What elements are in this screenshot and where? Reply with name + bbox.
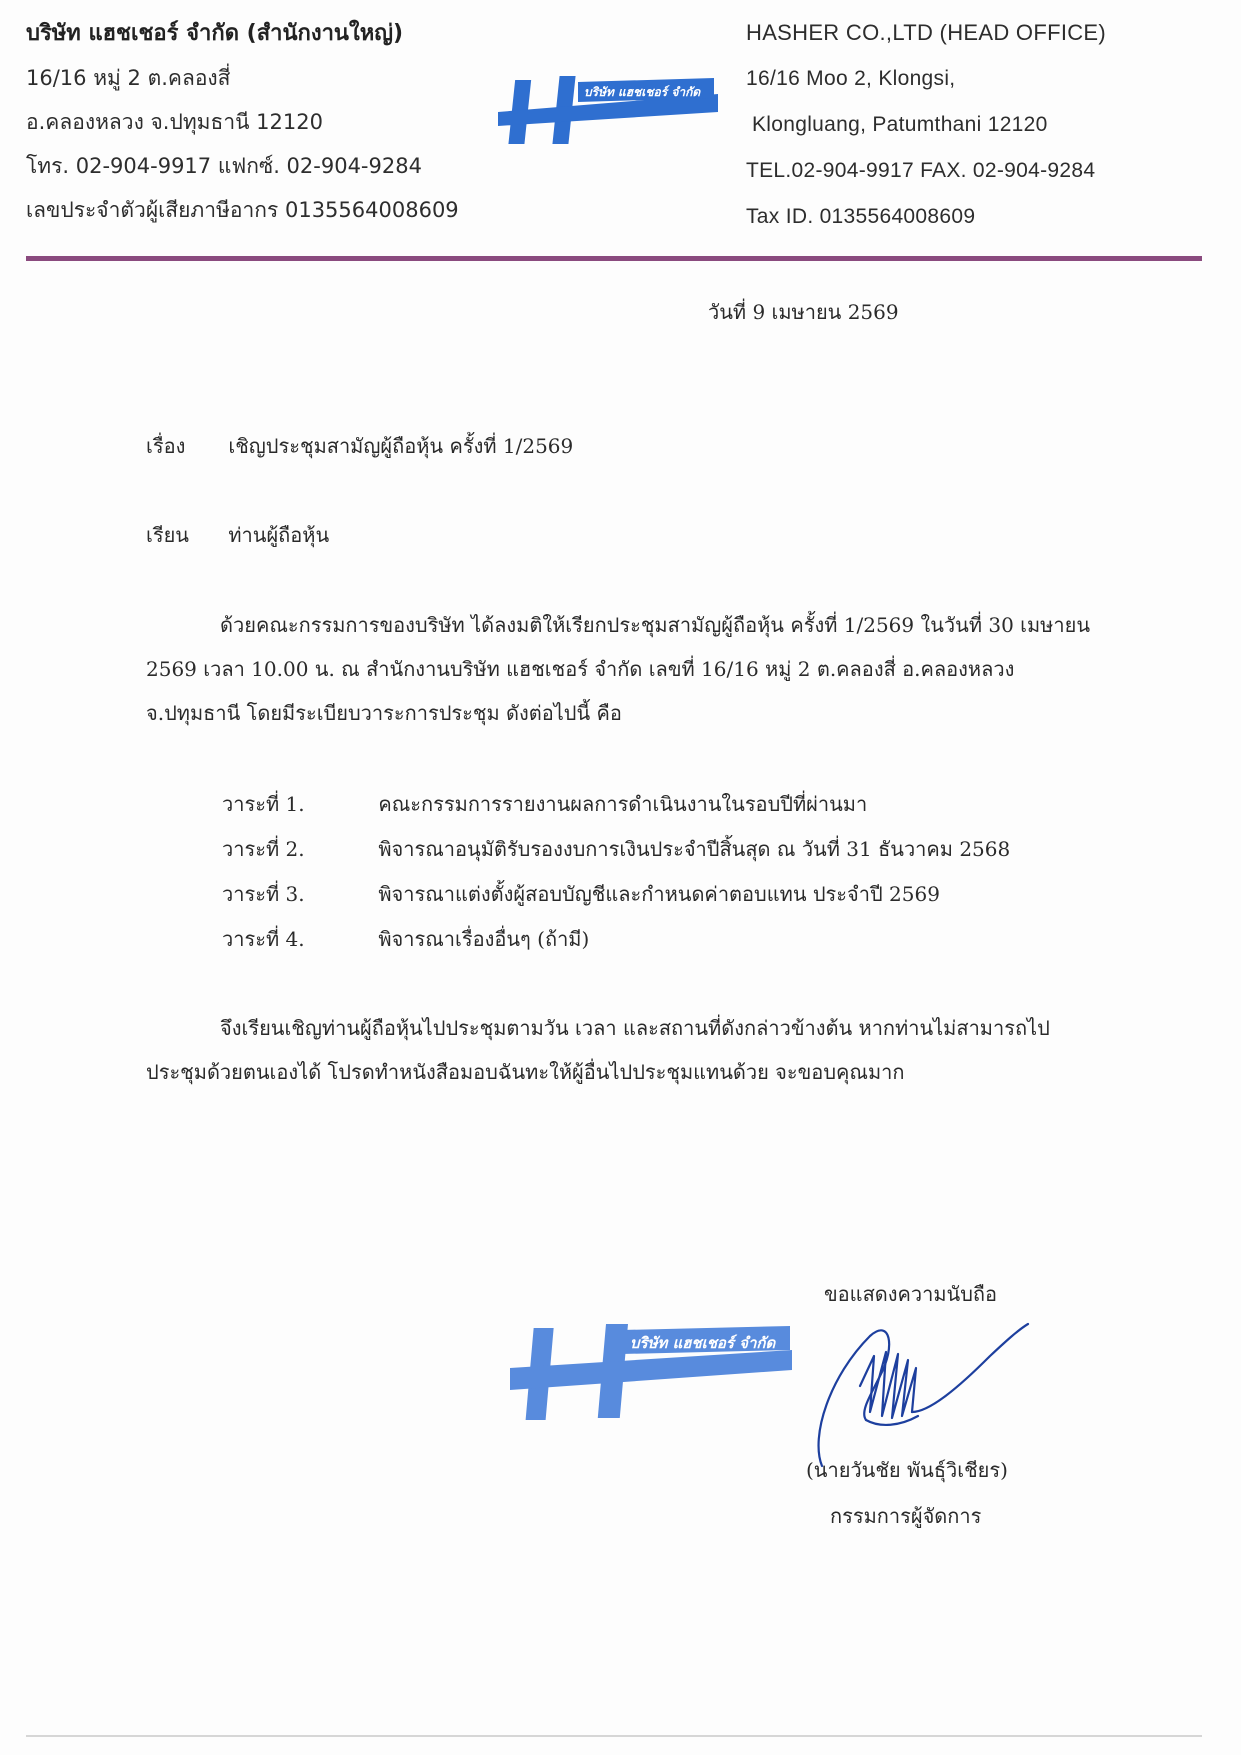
agenda-text: พิจารณาแต่งตั้งผู้สอบบัญชีและกำหนดค่าตอบแทน ประจำปี 2569 bbox=[378, 882, 940, 906]
recipient-row bbox=[146, 519, 329, 551]
agenda-number: วาระที่ 2. bbox=[222, 837, 305, 861]
company-stamp-text: บริษัท แฮชเชอร์ จำกัด bbox=[630, 1334, 776, 1352]
paragraph-line: ประชุมด้วยตนเองได้ โปรดทำหนังสือมอบฉันทะให้ผู้อื่นไปประชุมแทนด้วย จะขอบคุณมาก bbox=[146, 1060, 905, 1084]
invitation-paragraph bbox=[146, 1006, 1136, 1094]
company-name-thai: บริษัท แฮชเชอร์ จำกัด (สำนักงานใหญ่) bbox=[26, 21, 404, 46]
agenda-text: คณะกรรมการรายงานผลการดำเนินงานในรอบปีที่ผ่านมา bbox=[378, 792, 868, 816]
subject-label: เรื่อง bbox=[146, 434, 186, 458]
paragraph-line: 2569 เวลา 10.00 น. ณ สำนักงานบริษัท แฮชเชอร์ จำกัด เลขที่ 16/16 หมู่ 2 ต.คลองสี่ อ.คลองหลวง bbox=[146, 657, 1015, 681]
address-line-2-english: Klongluang, Patumthani 12120 bbox=[752, 113, 1048, 136]
handwritten-signature bbox=[800, 1316, 1032, 1476]
phone-fax-english: TEL.02-904-9917 FAX. 02-904-9284 bbox=[746, 159, 1096, 182]
letterhead-thai bbox=[26, 12, 496, 232]
address-line-2-thai: อ.คลองหลวง จ.ปทุมธานี 12120 bbox=[26, 110, 323, 134]
paragraph-line: จึงเรียนเชิญท่านผู้ถือหุ้นไปประชุมตามวัน เวลา และสถานที่ดังกล่าวข้างต้น หากท่านไม่สามารถไป bbox=[220, 1016, 1050, 1040]
agenda-number: วาระที่ 1. bbox=[222, 792, 305, 816]
agenda-number: วาระที่ 3. bbox=[222, 882, 305, 906]
letterhead-english bbox=[746, 10, 1206, 240]
phone-fax-thai: โทร. 02-904-9917 แฟกซ์. 02-904-9284 bbox=[26, 154, 422, 178]
signer-title: กรรมการผู้จัดการ bbox=[830, 1504, 982, 1528]
company-name-english: HASHER CO.,LTD (HEAD OFFICE) bbox=[746, 20, 1107, 45]
agenda-item bbox=[222, 917, 1010, 962]
meeting-notice-paragraph bbox=[146, 603, 1136, 735]
address-line-1-thai: 16/16 หมู่ 2 ต.คลองสี่ bbox=[26, 66, 231, 90]
letter-date: วันที่ 9 เมษายน 2569 bbox=[708, 300, 899, 324]
agenda-list bbox=[222, 782, 1010, 962]
agenda-item bbox=[222, 782, 1010, 827]
agenda-item bbox=[222, 827, 1010, 872]
tax-id-english: Tax ID. 0135564008609 bbox=[746, 205, 976, 228]
agenda-text: พิจารณาเรื่องอื่นๆ (ถ้ามี) bbox=[378, 927, 590, 951]
agenda-item bbox=[222, 872, 1010, 917]
company-logo bbox=[498, 72, 718, 148]
signer-name: (นายวันชัย พันธุ์วิเชียร) bbox=[806, 1458, 1008, 1482]
subject-text: เชิญประชุมสามัญผู้ถือหุ้น ครั้งที่ 1/2569 bbox=[228, 434, 574, 458]
subject-row bbox=[146, 430, 573, 462]
paragraph-line: จ.ปทุมธานี โดยมีระเบียบวาระการประชุม ดังต่อไปนี้ คือ bbox=[146, 701, 622, 725]
agenda-text: พิจารณาอนุมัติรับรองงบการเงินประจำปีสิ้นสุด ณ วันที่ 31 ธันวาคม 2568 bbox=[378, 837, 1011, 861]
company-stamp bbox=[510, 1324, 792, 1424]
paragraph-line: ด้วยคณะกรรมการของบริษัท ได้ลงมติให้เรียกประชุมสามัญผู้ถือหุ้น ครั้งที่ 1/2569 ในวันที่ 30 เมษายน bbox=[220, 613, 1090, 637]
company-logo-text: บริษัท แฮชเชอร์ จำกัด bbox=[584, 85, 701, 99]
letterhead-divider bbox=[26, 256, 1202, 261]
agenda-number: วาระที่ 4. bbox=[222, 927, 305, 951]
page-bottom-edge bbox=[26, 1735, 1202, 1737]
recipient-label: เรียน bbox=[146, 523, 189, 547]
tax-id-thai: เลขประจำตัวผู้เสียภาษีอากร 0135564008609 bbox=[26, 198, 459, 222]
recipient-text: ท่านผู้ถือหุ้น bbox=[228, 523, 330, 547]
closing-salutation: ขอแสดงความนับถือ bbox=[824, 1282, 998, 1306]
address-line-1-english: 16/16 Moo 2, Klongsi, bbox=[746, 67, 956, 90]
